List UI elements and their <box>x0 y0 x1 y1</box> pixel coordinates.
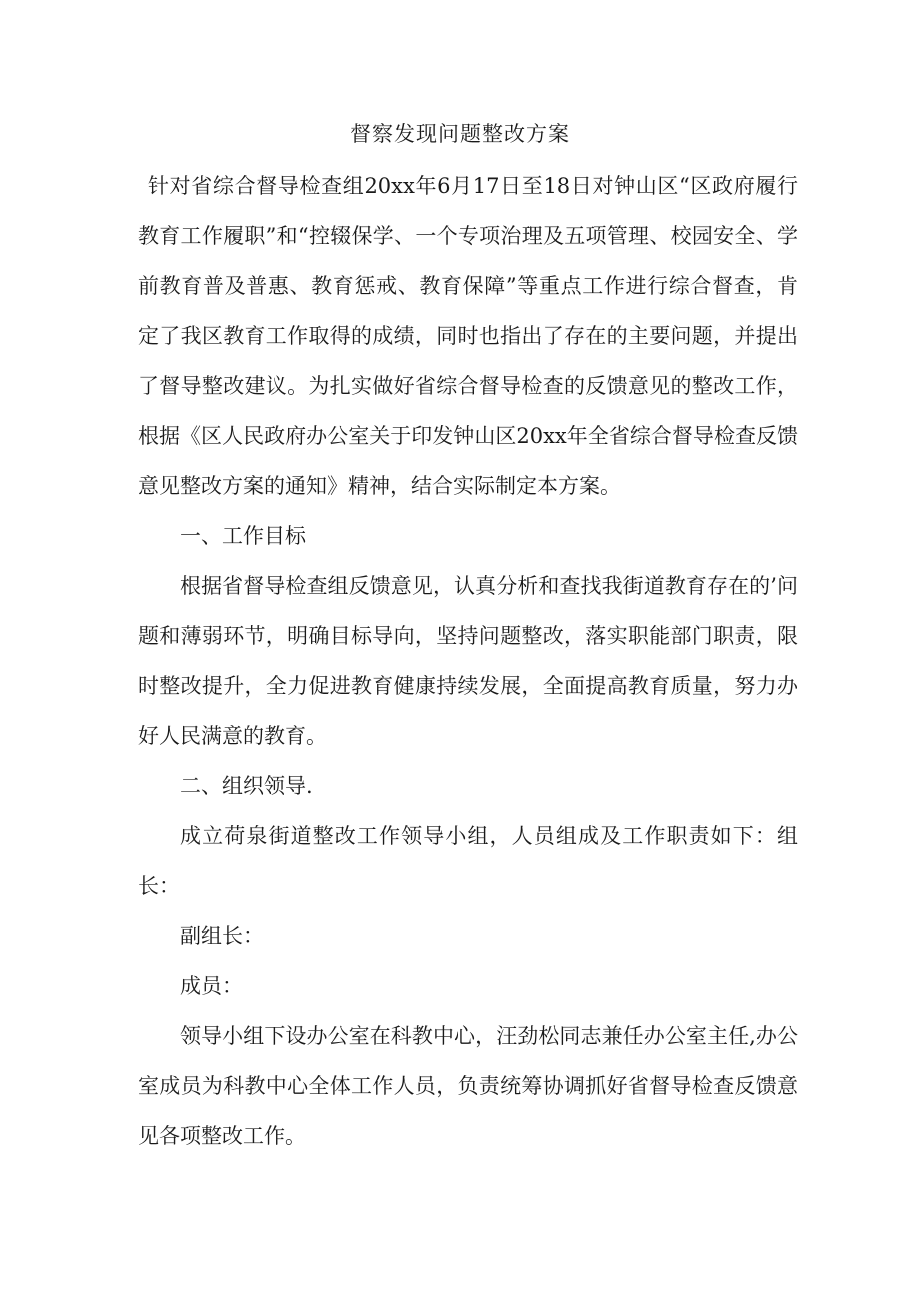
office-paragraph: 领导小组下设办公室在科教中心，汪劲松同志兼任办公室主任,办公室成员为科教中心全体工作人员，负责统筹协调抓好省督导检查反馈意见各项整改工作。 <box>138 1024 798 1148</box>
deputy-leader-line: 副组长： <box>180 924 264 948</box>
section-heading-leadership: 二、组织领导. <box>180 774 313 798</box>
section-heading-goals: 一、工作目标 <box>180 524 306 548</box>
leadership-group-paragraph: 成立荷泉街道整改工作领导小组，人员组成及工作职责如下：组长： <box>138 824 798 898</box>
intro-paragraph: 针对省综合督导检查组20xx年6月17日至18日对钟山区“区政府履行教育工作履职”和“控辍保学、一个专项治理及五项管理、校园安全、学前教育普及普惠、教育惩戒、教育保障”等重点工作进行综合督查，肯定了我区教育工作取得的成绩，同时也指出了存在的主要问题，并提出了督导整改建议。为扎实做好省综合督导检查的反馈意见的整改工作，根据《区人民政府办公室关于印发钟山区20xx年全省综合督导检查反馈意见整改方案的通知》精神，结合实际制定本方案。 <box>138 174 798 498</box>
members-line: 成员： <box>180 974 243 998</box>
document-title: 督察发现问题整改方案 <box>350 122 570 146</box>
goals-paragraph: 根据省督导检查组反馈意见，认真分析和查找我街道教育存在的’问题和薄弱环节，明确目标导向，坚持问题整改，落实职能部门职责，限时整改提升，全力促进教育健康持续发展，全面提高教育质量，努力办好人民满意的教育。 <box>138 574 798 748</box>
document-body <box>138 161 798 1161</box>
